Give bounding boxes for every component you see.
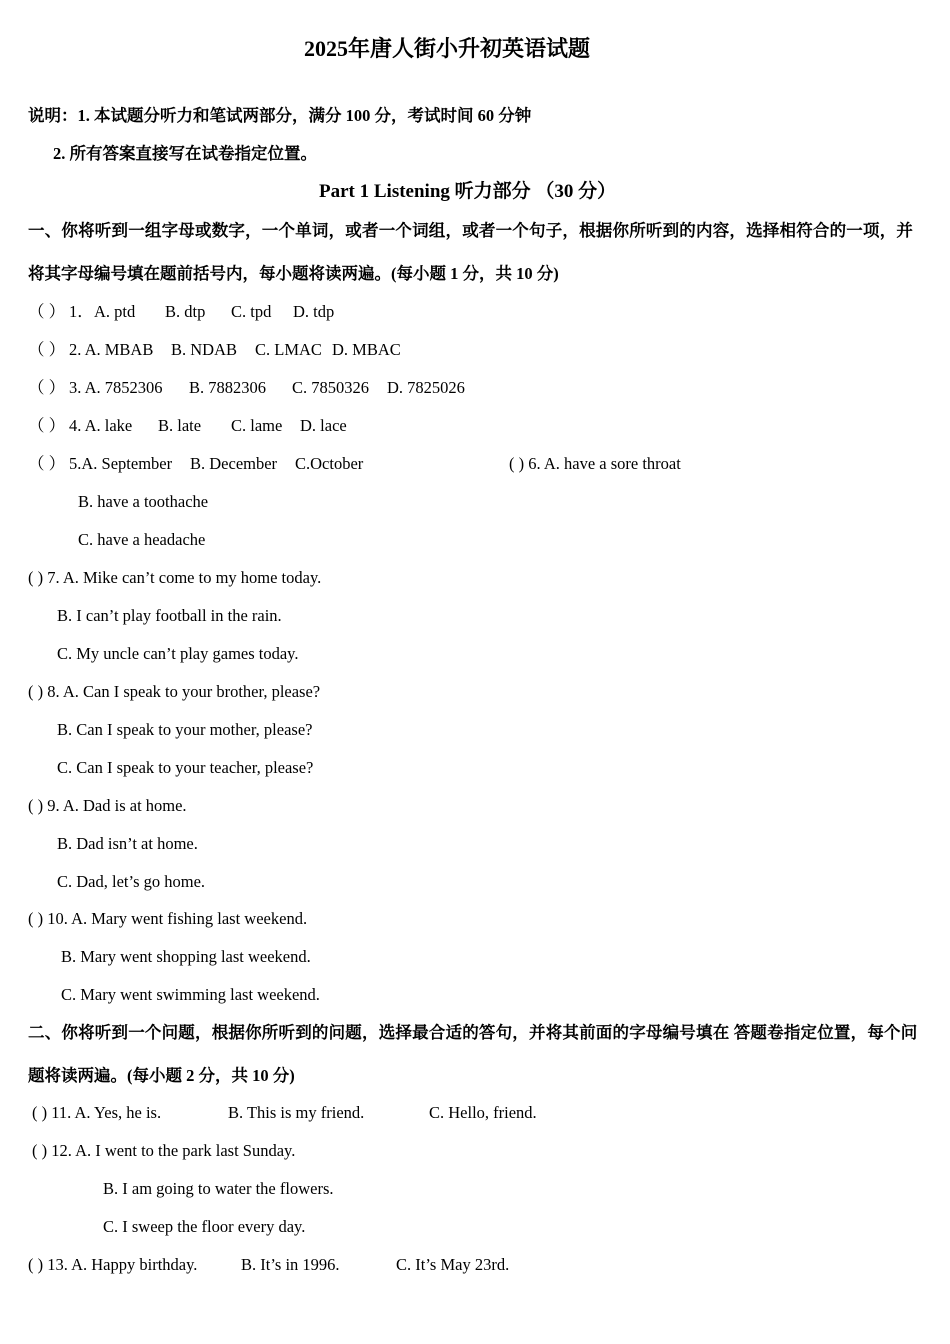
question-10-option-a: ( ) 10. A. Mary went fishing last weekend. bbox=[28, 909, 308, 928]
option-c: C. LMAC bbox=[255, 340, 322, 359]
option-c: C. lame bbox=[231, 416, 283, 435]
question-9-option-a: ( ) 9. A. Dad is at home. bbox=[28, 796, 187, 815]
instructions-line-2: 2. 所有答案直接写在试卷指定位置。 bbox=[53, 144, 317, 163]
question-8-option-a: ( ) 8. A. Can I speak to your brother, please? bbox=[28, 682, 321, 701]
question-10-option-c: C. Mary went swimming last weekend. bbox=[61, 985, 320, 1004]
section1-instruction-line-2: 将其字母编号填在题前括号内，每小题将读两遍。(每小题 1 分，共 10 分) bbox=[28, 264, 559, 283]
option-c: C.October bbox=[295, 454, 364, 473]
option-d: D. 7825026 bbox=[387, 378, 465, 397]
answer-bracket: （ ） bbox=[28, 416, 66, 435]
question-6-option-a: ( ) 6. A. have a sore throat bbox=[509, 454, 681, 473]
question-12-option-b: B. I am going to water the flowers. bbox=[103, 1179, 334, 1198]
option-a: A. ptd bbox=[94, 302, 136, 321]
answer-bracket: （ ） bbox=[28, 302, 66, 321]
option-c: C. It’s May 23rd. bbox=[396, 1255, 510, 1274]
question-6-option-b: B. have a toothache bbox=[78, 492, 209, 511]
page-title: 2025年唐人街小升初英语试题 bbox=[304, 36, 591, 61]
option-d: D. MBAC bbox=[332, 340, 401, 359]
question-number: 1． bbox=[69, 302, 94, 321]
answer-bracket: （ ） bbox=[28, 340, 66, 359]
answer-bracket: （ ） bbox=[28, 378, 66, 397]
section2-instruction-line-1: 二、你将听到一个问题，根据你所听到的问题，选择最合适的答句，并将其前面的字母编号填在 答题卷指定位置，每个问 bbox=[28, 1023, 918, 1042]
part1-heading: Part 1 Listening 听力部分 （30 分） bbox=[319, 181, 617, 202]
option-c: C. Hello, friend. bbox=[429, 1103, 537, 1122]
option-a: 2. A. MBAB bbox=[69, 340, 154, 359]
answer-bracket: （ ） bbox=[28, 454, 66, 473]
option-b: B. This is my friend. bbox=[228, 1103, 365, 1122]
option-b: B. 7882306 bbox=[189, 378, 267, 397]
question-12-option-a: ( ) 12. A. I went to the park last Sunday. bbox=[32, 1141, 296, 1160]
option-a: ( ) 11. A. Yes, he is. bbox=[32, 1103, 162, 1122]
option-a: 3. A. 7852306 bbox=[69, 378, 163, 397]
option-c: C. 7850326 bbox=[292, 378, 370, 397]
option-a: 4. A. lake bbox=[69, 416, 133, 435]
option-a: ( ) 13. A. Happy birthday. bbox=[28, 1255, 198, 1274]
question-7-option-a: ( ) 7. A. Mike can’t come to my home today. bbox=[28, 568, 322, 587]
question-7-option-c: C. My uncle can’t play games today. bbox=[57, 644, 299, 663]
question-7-option-b: B. I can’t play football in the rain. bbox=[57, 606, 282, 625]
option-b: B. dtp bbox=[165, 302, 206, 321]
option-b: B. NDAB bbox=[171, 340, 238, 359]
question-9-option-c: C. Dad, let’s go home. bbox=[57, 872, 206, 891]
question-9-option-b: B. Dad isn’t at home. bbox=[57, 834, 198, 853]
option-b: B. late bbox=[158, 416, 202, 435]
option-b: B. It’s in 1996. bbox=[241, 1255, 340, 1274]
option-a: 5.A. September bbox=[69, 454, 173, 473]
option-b: B. December bbox=[190, 454, 278, 473]
option-c: C. tpd bbox=[231, 302, 272, 321]
instructions-line-1: 说明：1. 本试题分听力和笔试两部分，满分 100 分，考试时间 60 分钟 bbox=[28, 106, 532, 125]
option-d: D. tdp bbox=[293, 302, 335, 321]
option-d: D. lace bbox=[300, 416, 347, 435]
question-10-option-b: B. Mary went shopping last weekend. bbox=[61, 947, 311, 966]
section2-instruction-line-2: 题将读两遍。(每小题 2 分，共 10 分) bbox=[28, 1066, 295, 1085]
section1-instruction-line-1: 一、你将听到一组字母或数字，一个单词，或者一个词组，或者一个句子，根据你所听到的内容，选择相符合的一项，并 bbox=[28, 221, 914, 240]
question-6-option-c: C. have a headache bbox=[78, 530, 206, 549]
question-8-option-b: B. Can I speak to your mother, please? bbox=[57, 720, 313, 739]
question-8-option-c: C. Can I speak to your teacher, please? bbox=[57, 758, 314, 777]
question-12-option-c: C. I sweep the floor every day. bbox=[103, 1217, 306, 1236]
